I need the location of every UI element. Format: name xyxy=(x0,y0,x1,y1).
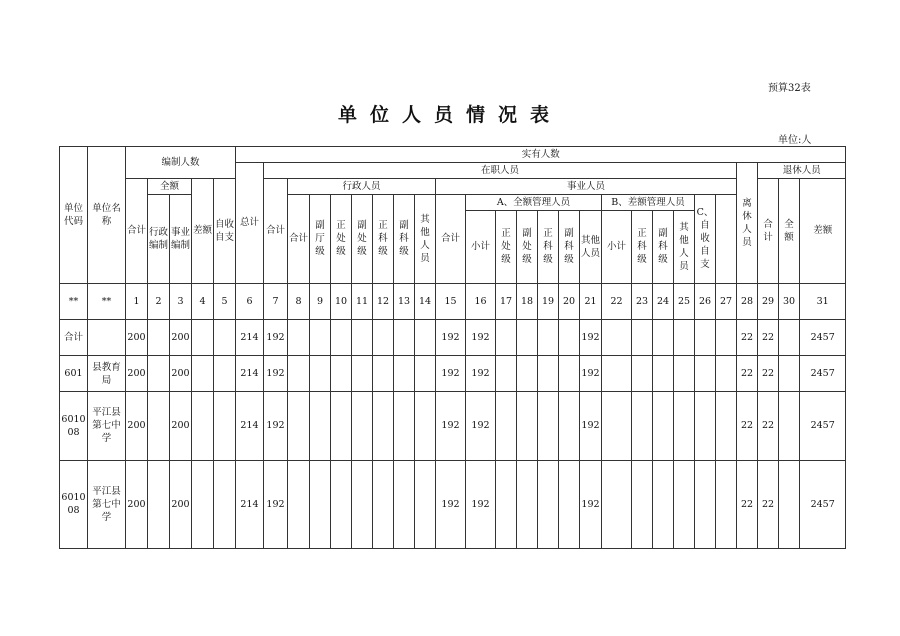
table-cell xyxy=(517,392,538,460)
index-cell: 3 xyxy=(170,283,192,319)
cell-unit-code: 601008 xyxy=(60,392,88,460)
col-b-other: 其他人员 xyxy=(674,211,695,283)
table-cell: 2457 xyxy=(800,392,846,460)
table-cell: 22 xyxy=(758,460,779,548)
table-cell xyxy=(517,319,538,355)
table-cell: 192 xyxy=(580,392,602,460)
table-row xyxy=(60,356,846,392)
table-cell: 22 xyxy=(758,319,779,355)
table-cell xyxy=(496,460,517,548)
table-cell xyxy=(695,319,716,355)
table-cell: 22 xyxy=(737,356,758,392)
table-cell xyxy=(779,392,800,460)
table-cell xyxy=(653,319,674,355)
table-cell xyxy=(373,356,394,392)
col-staffing: 编制人数 xyxy=(126,147,236,179)
table-cell xyxy=(192,319,214,355)
cell-unit-name: 平江县第七中学 xyxy=(88,460,126,548)
table-cell xyxy=(559,319,580,355)
table-cell: 200 xyxy=(126,319,148,355)
index-cell: 19 xyxy=(538,283,559,319)
table-cell xyxy=(695,460,716,548)
col-b-zheng-ke: 正科级 xyxy=(632,211,653,283)
index-code: ** xyxy=(60,283,88,319)
table-cell xyxy=(653,356,674,392)
col-a-zheng-chu: 正处级 xyxy=(496,211,517,283)
index-cell: 27 xyxy=(716,283,737,319)
table-cell xyxy=(415,392,436,460)
index-cell: 13 xyxy=(394,283,415,319)
table-cell: 200 xyxy=(170,392,192,460)
col-ret-total: 合计 xyxy=(758,179,779,284)
table-cell xyxy=(674,356,695,392)
col-retired: 退休人员 xyxy=(758,163,846,179)
col-admin-other: 其他人员 xyxy=(415,195,436,283)
col-admin-fu-ting: 副厅级 xyxy=(310,195,331,283)
personnel-table xyxy=(59,146,846,549)
col-a-zheng-ke: 正科级 xyxy=(538,211,559,283)
table-cell xyxy=(517,460,538,548)
table-cell xyxy=(394,392,415,460)
table-cell xyxy=(602,460,632,548)
table-cell xyxy=(214,356,236,392)
unit-label: 单位:人 xyxy=(778,135,812,146)
index-cell: 28 xyxy=(737,283,758,319)
index-cell: 14 xyxy=(415,283,436,319)
index-cell: 31 xyxy=(800,283,846,319)
cell-unit-name: 平江县第七中学 xyxy=(88,392,126,460)
table-cell xyxy=(373,392,394,460)
table-cell xyxy=(394,460,415,548)
table-cell: 192 xyxy=(466,392,496,460)
col-actual-total: 总计 xyxy=(236,163,264,284)
index-cell: 11 xyxy=(352,283,373,319)
table-row xyxy=(60,319,846,355)
table-cell: 192 xyxy=(436,392,466,460)
table-cell xyxy=(352,392,373,460)
col-admin-zheng-ke: 正科级 xyxy=(373,195,394,283)
col-c-self: C、自收自支 xyxy=(695,195,716,283)
table-cell xyxy=(415,319,436,355)
table-row xyxy=(60,392,846,460)
table-cell xyxy=(288,460,310,548)
table-cell xyxy=(602,356,632,392)
table-cell xyxy=(310,460,331,548)
table-cell: 22 xyxy=(737,392,758,460)
table-cell xyxy=(310,356,331,392)
col-staff-self: 自收自支 xyxy=(214,179,236,284)
index-cell: 4 xyxy=(192,283,214,319)
cell-unit-code: 合计 xyxy=(60,319,88,355)
index-cell: 6 xyxy=(236,283,264,319)
table-cell xyxy=(779,319,800,355)
index-cell: 9 xyxy=(310,283,331,319)
table-cell xyxy=(192,356,214,392)
table-cell xyxy=(373,319,394,355)
table-cell xyxy=(214,392,236,460)
index-cell: 21 xyxy=(580,283,602,319)
index-cell: 30 xyxy=(779,283,800,319)
cell-unit-code: 601008 xyxy=(60,460,88,548)
page-title: 单位人员情况表 xyxy=(337,104,562,126)
table-cell: 192 xyxy=(466,356,496,392)
form-code: 预算32表 xyxy=(768,83,811,94)
table-cell xyxy=(517,356,538,392)
col-actual: 实有人数 xyxy=(236,147,846,163)
table-cell: 214 xyxy=(236,460,264,548)
table-cell xyxy=(415,356,436,392)
table-cell xyxy=(192,460,214,548)
col-admin-zheng-chu: 正处级 xyxy=(331,195,352,283)
table-cell: 22 xyxy=(737,460,758,548)
table-cell: 2457 xyxy=(800,460,846,548)
table-cell: 200 xyxy=(170,460,192,548)
table-cell xyxy=(288,319,310,355)
table-cell xyxy=(148,392,170,460)
table-cell xyxy=(538,356,559,392)
table-cell xyxy=(148,460,170,548)
table-cell: 2457 xyxy=(800,319,846,355)
table-cell xyxy=(310,319,331,355)
index-row xyxy=(60,283,846,319)
col-staff-admin: 行政编制 xyxy=(148,195,170,283)
table-cell: 192 xyxy=(580,356,602,392)
table-cell: 22 xyxy=(737,319,758,355)
table-cell: 192 xyxy=(466,319,496,355)
col-inst-staff: 事业人员 xyxy=(436,179,737,195)
index-cell: 23 xyxy=(632,283,653,319)
col-b-sub: 小计 xyxy=(602,211,632,283)
table-cell: 200 xyxy=(126,356,148,392)
index-cell: 1 xyxy=(126,283,148,319)
index-cell: 17 xyxy=(496,283,517,319)
col-b-diff: B、差额管理人员 xyxy=(602,195,695,211)
table-cell xyxy=(632,356,653,392)
index-cell: 24 xyxy=(653,283,674,319)
table-cell xyxy=(415,460,436,548)
table-cell xyxy=(559,392,580,460)
table-cell: 192 xyxy=(264,460,288,548)
table-cell xyxy=(148,319,170,355)
index-cell: 26 xyxy=(695,283,716,319)
index-cell: 16 xyxy=(466,283,496,319)
table-cell xyxy=(674,460,695,548)
table-cell: 192 xyxy=(264,356,288,392)
table-cell: 192 xyxy=(264,392,288,460)
table-cell xyxy=(214,319,236,355)
table-cell: 192 xyxy=(436,460,466,548)
index-cell: 2 xyxy=(148,283,170,319)
col-a-other: 其他人员 xyxy=(580,211,602,283)
table-cell xyxy=(352,356,373,392)
table-cell: 192 xyxy=(466,460,496,548)
table-cell: 200 xyxy=(170,356,192,392)
table-cell: 192 xyxy=(580,319,602,355)
col-ret-full: 全额 xyxy=(779,179,800,284)
table-cell: 214 xyxy=(236,319,264,355)
table-cell xyxy=(716,356,737,392)
table-cell xyxy=(653,460,674,548)
index-cell: 7 xyxy=(264,283,288,319)
table-cell: 192 xyxy=(436,356,466,392)
col-admin-staff: 行政人员 xyxy=(288,179,436,195)
table-cell xyxy=(288,392,310,460)
table-cell xyxy=(394,356,415,392)
table-cell xyxy=(559,356,580,392)
table-cell: 200 xyxy=(170,319,192,355)
col-admin-fu-chu: 副处级 xyxy=(352,195,373,283)
table-cell: 214 xyxy=(236,356,264,392)
col-ret-diff: 差额 xyxy=(800,179,846,284)
table-cell xyxy=(716,319,737,355)
index-cell: 10 xyxy=(331,283,352,319)
col-a-fu-chu: 副处级 xyxy=(517,211,538,283)
table-cell xyxy=(538,319,559,355)
col-staff-diff: 差额 xyxy=(192,179,214,284)
index-cell: 25 xyxy=(674,283,695,319)
col-a-sub: 小计 xyxy=(466,211,496,283)
col-inst-total: 合计 xyxy=(436,195,466,283)
table-cell xyxy=(632,319,653,355)
table-cell xyxy=(779,356,800,392)
table-cell xyxy=(695,356,716,392)
index-cell: 22 xyxy=(602,283,632,319)
table-cell: 200 xyxy=(126,460,148,548)
col-a-fu-ke: 副科级 xyxy=(559,211,580,283)
table-cell xyxy=(653,392,674,460)
table-cell xyxy=(674,392,695,460)
table-cell xyxy=(602,319,632,355)
index-cell: 12 xyxy=(373,283,394,319)
table-cell xyxy=(496,356,517,392)
table-cell xyxy=(394,319,415,355)
index-cell: 29 xyxy=(758,283,779,319)
cell-unit-name: 县教育局 xyxy=(88,356,126,392)
col-admin-fu-ke: 副科级 xyxy=(394,195,415,283)
col-admin-total: 合计 xyxy=(288,195,310,283)
table-cell xyxy=(148,356,170,392)
col-unit-name: 单位名称 xyxy=(88,147,126,284)
table-cell xyxy=(331,319,352,355)
index-name: ** xyxy=(88,283,126,319)
index-cell: 20 xyxy=(559,283,580,319)
table-cell: 2457 xyxy=(800,356,846,392)
table-cell xyxy=(288,356,310,392)
index-cell: 18 xyxy=(517,283,538,319)
cell-unit-code: 601 xyxy=(60,356,88,392)
table-cell: 192 xyxy=(264,319,288,355)
table-cell xyxy=(674,319,695,355)
table-cell xyxy=(538,460,559,548)
col-in-service: 在职人员 xyxy=(264,163,737,179)
table-cell: 200 xyxy=(126,392,148,460)
table-cell xyxy=(214,460,236,548)
col-unit-code: 单位代码 xyxy=(60,147,88,284)
table-cell xyxy=(352,319,373,355)
table-cell: 22 xyxy=(758,356,779,392)
table-cell xyxy=(331,356,352,392)
table-cell xyxy=(632,460,653,548)
table-cell xyxy=(559,460,580,548)
table-cell: 214 xyxy=(236,392,264,460)
col-staff-full: 全额 xyxy=(148,179,192,195)
table-cell xyxy=(716,392,737,460)
cell-unit-name xyxy=(88,319,126,355)
table-cell xyxy=(310,392,331,460)
index-cell: 5 xyxy=(214,283,236,319)
table-cell xyxy=(695,392,716,460)
col-b-fu-ke: 副科级 xyxy=(653,211,674,283)
col-staff-total: 合计 xyxy=(126,179,148,284)
table-cell xyxy=(192,392,214,460)
index-cell: 15 xyxy=(436,283,466,319)
table-cell xyxy=(632,392,653,460)
col-lixiu: 离休人员 xyxy=(737,163,758,284)
table-cell xyxy=(352,460,373,548)
table-cell: 22 xyxy=(758,392,779,460)
col-staff-inst: 事业编制 xyxy=(170,195,192,283)
table-cell xyxy=(373,460,394,548)
table-cell xyxy=(496,392,517,460)
table-cell xyxy=(496,319,517,355)
table-row xyxy=(60,460,846,548)
table-cell: 192 xyxy=(436,319,466,355)
table-cell xyxy=(538,392,559,460)
col-a-full: A、全额管理人员 xyxy=(466,195,602,211)
table-cell xyxy=(779,460,800,548)
data-rows xyxy=(60,319,846,548)
table-cell: 192 xyxy=(580,460,602,548)
table-cell xyxy=(331,392,352,460)
table-cell xyxy=(602,392,632,460)
table-cell xyxy=(331,460,352,548)
col-in-total: 合计 xyxy=(264,179,288,284)
table-cell xyxy=(716,460,737,548)
index-cell: 8 xyxy=(288,283,310,319)
